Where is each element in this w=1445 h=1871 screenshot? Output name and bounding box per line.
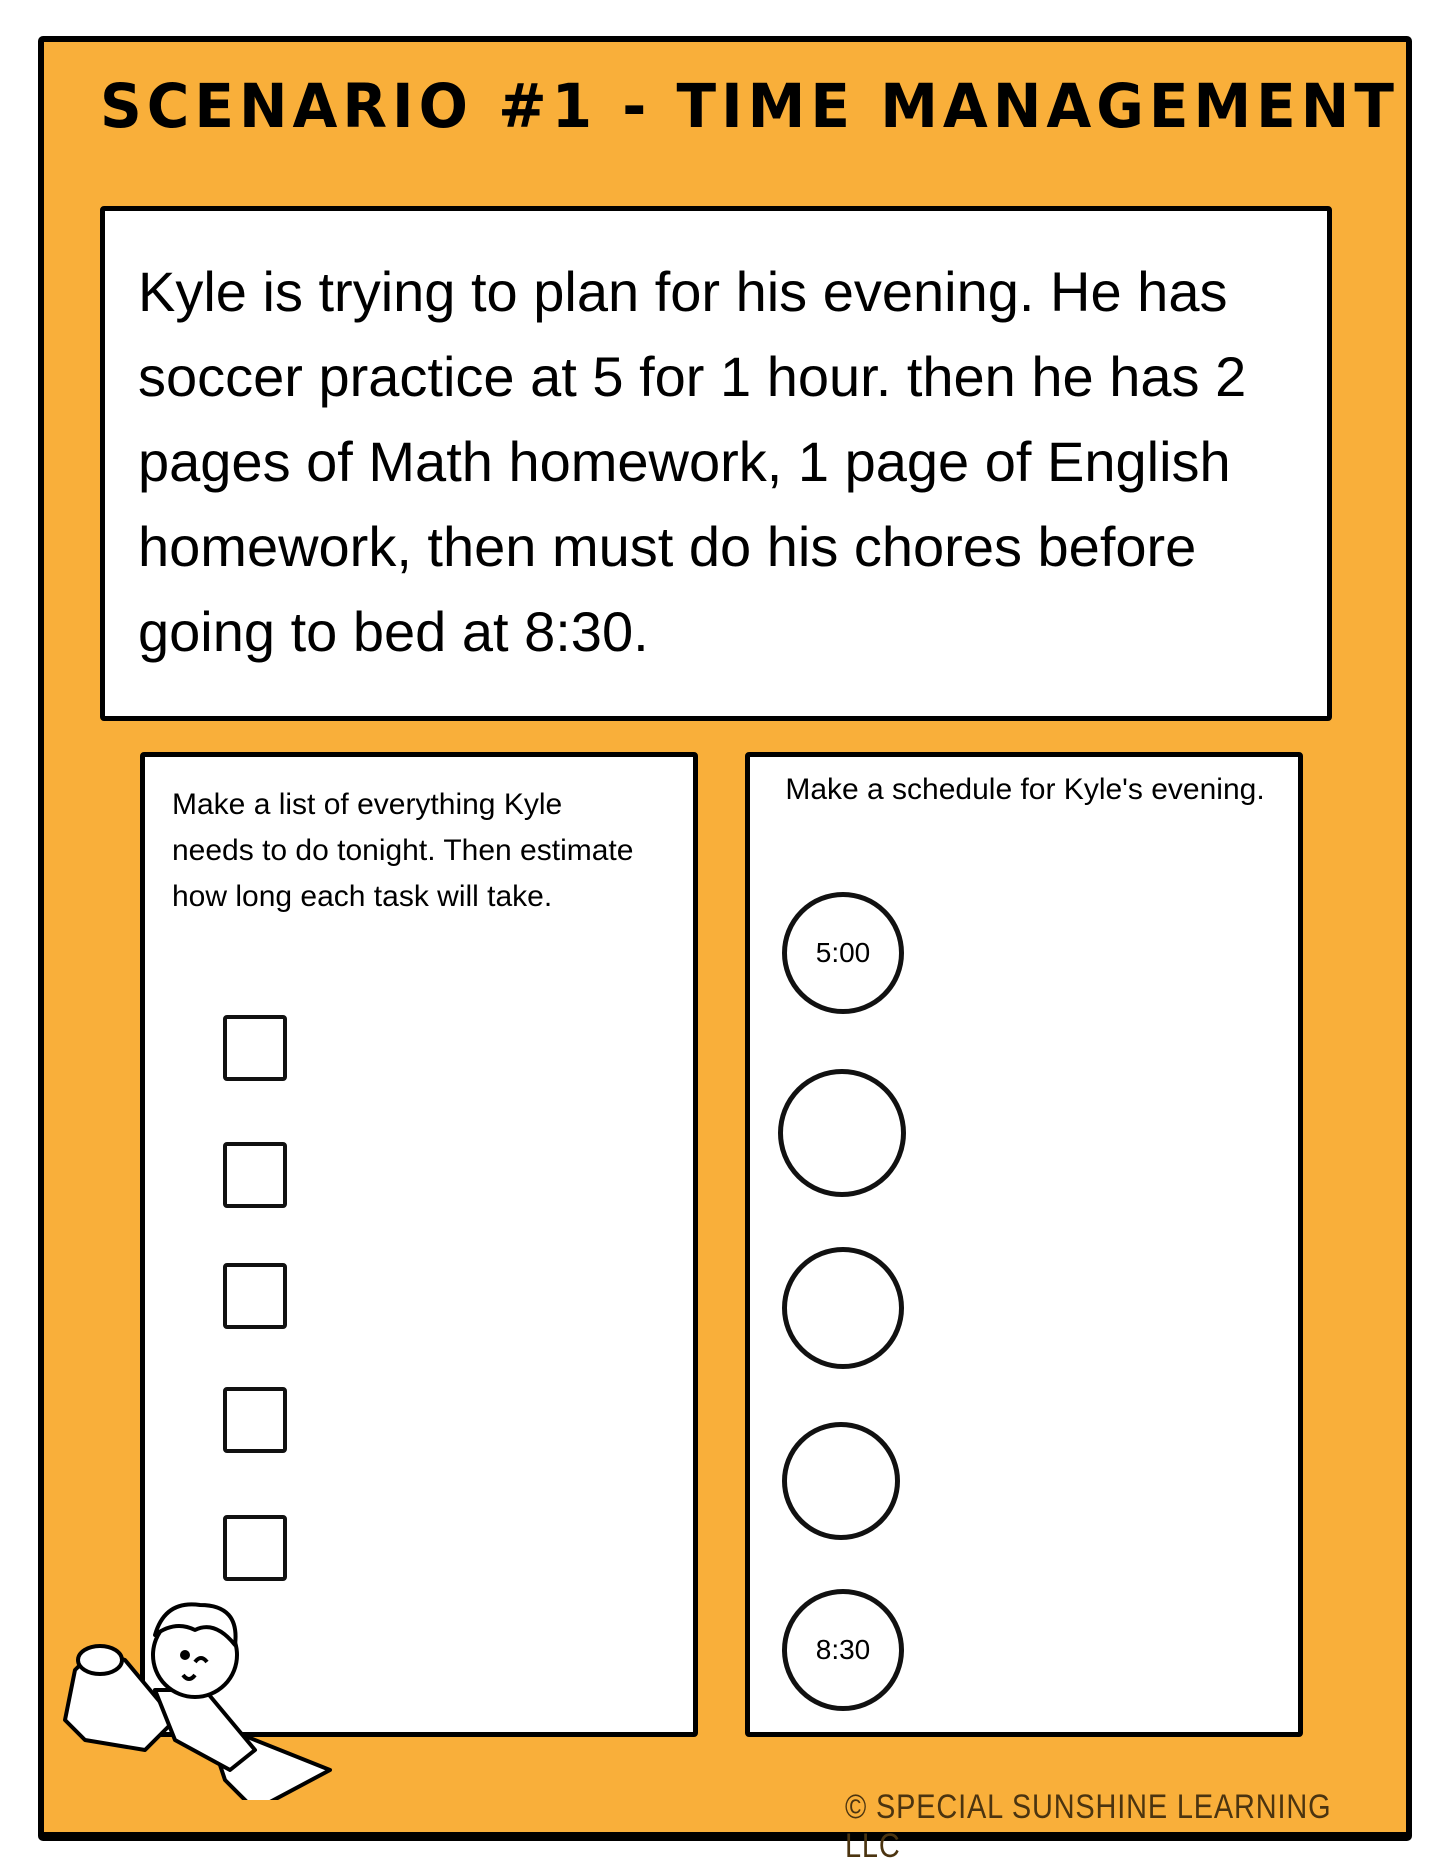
- task-list-instructions: Make a list of everything Kyle needs to do tonight. Then estimate how long each task will take.: [172, 788, 634, 913]
- copyright-text: © SPECIAL SUNSHINE LEARNING LLC: [845, 1788, 1332, 1865]
- boy-reading-illustration: [55, 1600, 345, 1800]
- time-circle-5[interactable]: 8:30: [782, 1589, 904, 1711]
- schedule-panel: [745, 752, 1303, 1737]
- time-circle-1[interactable]: 5:00: [782, 892, 904, 1014]
- scenario-box: [100, 206, 1332, 721]
- task-checkbox-1[interactable]: [223, 1015, 287, 1081]
- task-checkbox-2[interactable]: [223, 1142, 287, 1208]
- time-circle-3[interactable]: [782, 1247, 904, 1369]
- scenario-text: Kyle is trying to plan for his evening. He has soccer practice at 5 for 1 hour. then he has 2 pages of Math homework, 1 page of English homework, then must do his chores before going to bed at 8:30.: [138, 260, 1247, 663]
- page-title: SCENARIO #1 - TIME MANAGEMENT: [100, 70, 1399, 142]
- time-circle-2[interactable]: [778, 1069, 906, 1197]
- schedule-instructions: Make a schedule for Kyle's evening.: [785, 773, 1265, 806]
- task-checkbox-4[interactable]: [223, 1387, 287, 1453]
- task-list-panel: [140, 752, 698, 1737]
- task-checkbox-5[interactable]: [223, 1515, 287, 1581]
- time-circle-4[interactable]: [782, 1422, 900, 1540]
- task-checkbox-3[interactable]: [223, 1263, 287, 1329]
